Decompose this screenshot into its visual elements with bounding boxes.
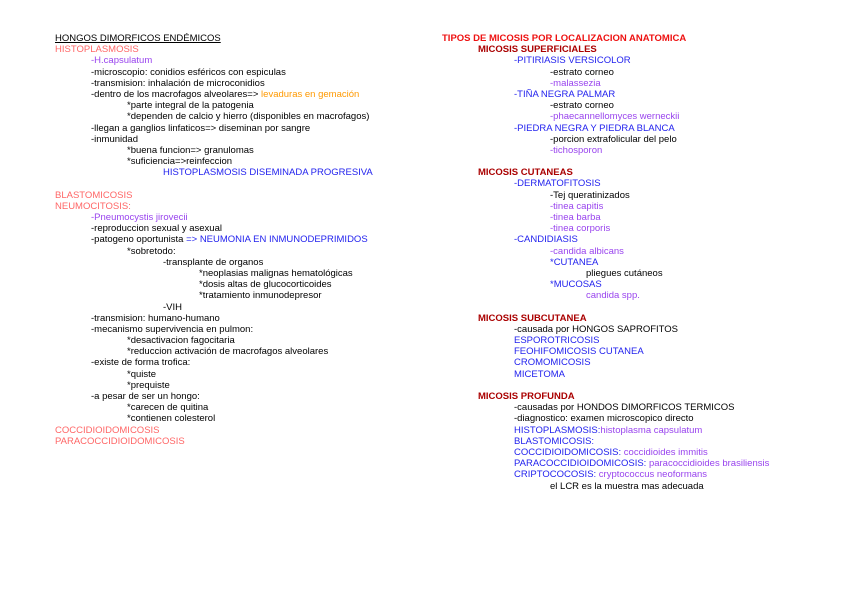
- histo-dependen: *dependen de calcio y hierro (disponibles en macrofagos): [127, 111, 370, 123]
- neumo-reproduccion: -reproduccion sexual y asexual: [91, 223, 222, 235]
- pro-diagnostico: -diagnostico: examen microscopico directo: [514, 413, 694, 425]
- subcutanea-heading: MICOSIS SUBCUTANEA: [478, 312, 587, 324]
- sub-causada: -causada por HONGOS SAPROFITOS: [514, 323, 679, 335]
- neumo-transmision: -transmision: humano-humano: [91, 312, 220, 324]
- neumo-carecen: *carecen de quitina: [127, 402, 209, 414]
- neumo-patogeno-text: -patogeno oportunista: [91, 234, 187, 246]
- pro-blasto: BLASTOMICOSIS:: [514, 435, 595, 447]
- sup-piedra: -PIEDRA NEGRA Y PIEDRA BLANCA: [514, 122, 675, 134]
- neumo-desactivacion: *desactivacion fagocitaria: [127, 335, 235, 347]
- sup-phaeo: -phaecannellomyces werneckii: [550, 111, 680, 123]
- neumo-prequiste: *prequiste: [127, 379, 170, 391]
- neumo-mecanismo: -mecanismo supervivencia en pulmon:: [91, 323, 254, 335]
- sub-cromomicosis: CROMOMICOSIS: [514, 357, 591, 369]
- pro-cripto-agent: cryptococcus neoformans: [596, 469, 708, 481]
- histo-macrofagos: [55, 89, 455, 100]
- neumo-patogeno: [55, 234, 455, 245]
- cut-capitis: -tinea capitis: [550, 200, 604, 212]
- sup-tricho: -tichosporon: [550, 144, 603, 156]
- sub-micetoma: MICETOMA: [514, 368, 566, 380]
- neumo-reduccion: *reduccion activación de macrofagos alveolares: [127, 346, 329, 358]
- pro-cocci: [442, 447, 842, 458]
- sup-malassezia: -malassezia: [550, 77, 601, 89]
- cut-pliegues: pliegues cutáneos: [586, 267, 663, 279]
- neumo-apesar: -a pesar de ser un hongo:: [91, 391, 200, 402]
- neumo-vih: -VIH: [163, 301, 182, 313]
- pro-cocci-label: COCCIDIOIDOMICOSIS:: [514, 446, 622, 458]
- sup-porcion: -porcion extrafolicular del pelo: [550, 133, 677, 145]
- histo-macro-highlight: levaduras en gemación: [261, 88, 360, 100]
- neumo-tratamiento: *tratamiento inmunodepresor: [199, 290, 322, 302]
- right-title: TIPOS DE MICOSIS POR LOCALIZACION ANATOMICA: [442, 33, 687, 44]
- left-column: [55, 33, 455, 447]
- cut-candidiasis: -CANDIDIASIS: [514, 234, 578, 246]
- neumo-dosis: *dosis altas de glucocorticoides: [199, 279, 332, 291]
- cut-albicans: -candida albicans: [550, 245, 624, 257]
- histo-parte: *parte integral de la patogenia: [127, 100, 254, 112]
- left-title: HONGOS DIMORFICOS ENDÉMICOS: [55, 33, 221, 44]
- histo-inmunidad: -inmunidad: [91, 133, 138, 145]
- neumocitosis-heading: NEUMOCITOSIS:: [55, 200, 131, 212]
- pro-cripto: [442, 469, 842, 480]
- sup-pitiriasis-estrato: -estrato corneo: [550, 66, 614, 78]
- neumo-existe: -existe de forma trofica:: [91, 357, 191, 369]
- histo-ganglios: -llegan a ganglios linfaticos=> diseminan por sangre: [91, 122, 311, 134]
- histo-buena: *buena funcion=> granulomas: [127, 144, 254, 156]
- cut-spp: candida spp.: [586, 290, 640, 302]
- histo-micro: -microscopio: conidios esféricos con espiculas: [91, 66, 286, 78]
- cut-corporis: -tinea corporis: [550, 223, 611, 235]
- blastomicosis-heading: BLASTOMICOSIS: [55, 189, 133, 201]
- pro-causadas: -causadas por HONDOS DIMORFICOS TERMICOS: [514, 402, 735, 414]
- cutaneas-heading: MICOSIS CUTANEAS: [478, 167, 573, 179]
- neumo-contienen: *contienen colesterol: [127, 413, 216, 425]
- superficiales-heading: MICOSIS SUPERFICIALES: [478, 44, 597, 56]
- pro-cocci-agent: coccidioides immitis: [621, 446, 708, 458]
- coccidioidomicosis-heading: COCCIDIOIDOMICOSIS: [55, 424, 160, 436]
- histo-suficiencia: *suficiencia=>reinfeccion: [127, 156, 233, 168]
- sup-pitiriasis: -PITIRIASIS VERSICOLOR: [514, 55, 631, 67]
- histo-transmision: -transmision: inhalación de microconidios: [91, 77, 265, 89]
- neumo-sobretodo: *sobretodo:: [127, 245, 176, 257]
- pro-histo-agent: histoplasma capsulatum: [600, 424, 703, 436]
- neumo-agent: -Pneumocystis jirovecii: [91, 212, 188, 223]
- pro-lcr: el LCR es la muestra mas adecuada: [550, 480, 704, 492]
- cut-mucosas: *MUCOSAS: [550, 279, 602, 291]
- pro-para-label: PARACOCCIDIOIDOMICOSIS:: [514, 458, 647, 470]
- pro-histo: [442, 425, 842, 436]
- cut-barba: -tinea barba: [550, 212, 601, 223]
- histo-macro-text: -dentro de los macrofagos alveolares=>: [91, 88, 262, 100]
- histo-agent: -H.capsulatum: [91, 55, 153, 67]
- histoplasmosis-heading: HISTOPLASMOSIS: [55, 44, 139, 56]
- profunda-heading: MICOSIS PROFUNDA: [478, 391, 575, 402]
- neumo-neoplasias: *neoplasias malignas hematológicas: [199, 267, 353, 279]
- cut-tej: -Tej queratinizados: [550, 189, 630, 201]
- histo-diseminada: HISTOPLASMOSIS DISEMINADA PROGRESIVA: [163, 167, 373, 179]
- cut-dermato: -DERMATOFITOSIS: [514, 178, 601, 190]
- pro-para-agent: paracoccidioides brasiliensis: [646, 458, 770, 470]
- sub-feohifomicosis: FEOHIFOMICOSIS CUTANEA: [514, 346, 644, 358]
- cut-cutanea: *CUTANEA: [550, 256, 599, 268]
- right-column: [442, 33, 842, 492]
- pro-cripto-label: CRIPTOCOCOSIS:: [514, 469, 597, 481]
- sup-tina: -TIÑA NEGRA PALMAR: [514, 88, 616, 100]
- sup-tina-estrato: -estrato corneo: [550, 100, 614, 112]
- pro-histo-label: HISTOPLASMOSIS:: [514, 424, 601, 436]
- neumo-quiste: *quiste: [127, 368, 157, 380]
- sub-esporotricosis: ESPOROTRICOSIS: [514, 335, 600, 347]
- neumo-transplante: -transplante de organos: [163, 256, 264, 268]
- paracoccidioidomicosis-heading: PARACOCCIDIOIDOMICOSIS: [55, 435, 185, 447]
- pro-para: [442, 458, 842, 469]
- neumo-patogeno-highlight: => NEUMONIA EN INMUNODEPRIMIDOS: [186, 234, 368, 246]
